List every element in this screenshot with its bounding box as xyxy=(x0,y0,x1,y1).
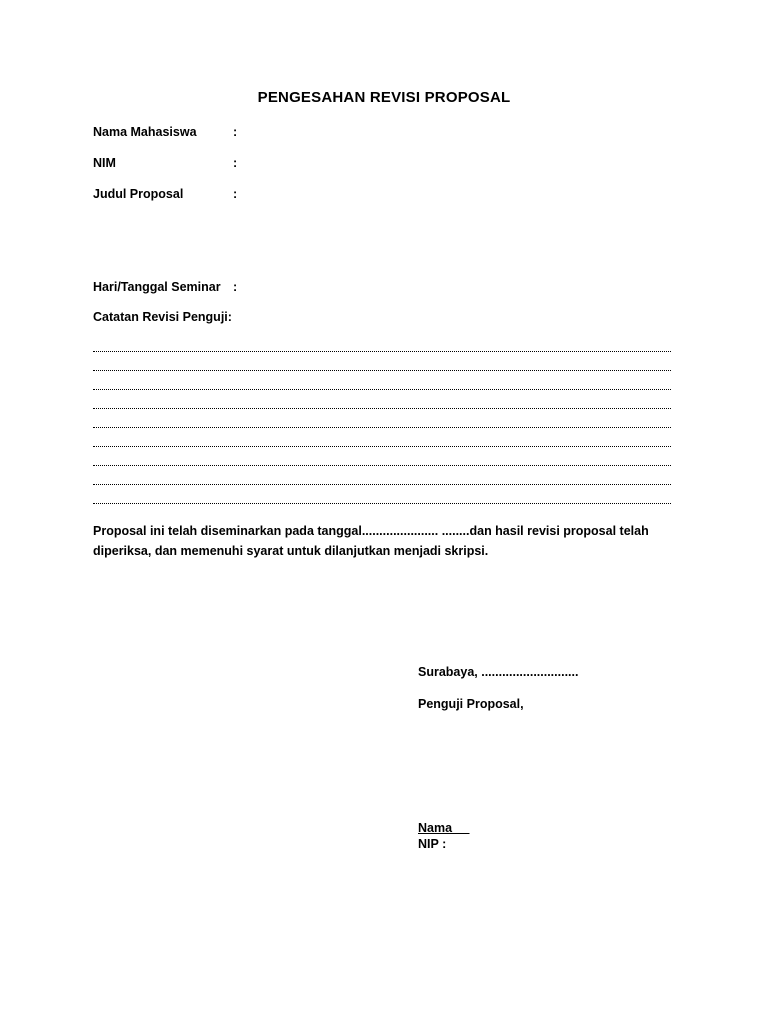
field-label: NIM xyxy=(93,156,116,170)
field-colon: : xyxy=(233,156,238,170)
field-colon: : xyxy=(233,125,238,139)
field-label: Nama Mahasiswa xyxy=(93,125,197,139)
signature-name: Nama __ xyxy=(418,821,470,835)
field-label: Judul Proposal xyxy=(93,187,184,201)
notes-dotted-line xyxy=(93,390,671,409)
approval-statement: Proposal ini telah diseminarkan pada tanggal...................... ........dan hasil revisi proposal telah diperiksa, dan memenuhi syarat untuk dilanjutkan menjadi skripsi. xyxy=(93,524,649,558)
notes-dotted-line xyxy=(93,344,671,352)
field-colon: : xyxy=(233,280,238,294)
notes-dotted-line xyxy=(93,447,671,466)
notes-dotted-line xyxy=(93,352,671,371)
notes-dotted-line xyxy=(93,466,671,485)
signature-nip: NIP : xyxy=(418,837,447,851)
field-label: Hari/Tanggal Seminar xyxy=(93,280,221,294)
document-title: PENGESAHAN REVISI PROPOSAL xyxy=(257,89,511,106)
notes-dotted-line xyxy=(93,409,671,428)
signature-role: Penguji Proposal, xyxy=(418,697,524,711)
field-colon: : xyxy=(233,187,238,201)
signature-place-date: Surabaya, ............................ xyxy=(418,665,579,679)
notes-dotted-line xyxy=(93,428,671,447)
notes-dotted-lines xyxy=(93,344,671,504)
notes-dotted-line xyxy=(93,485,671,504)
notes-label: Catatan Revisi Penguji: xyxy=(93,310,232,324)
notes-dotted-line xyxy=(93,371,671,390)
